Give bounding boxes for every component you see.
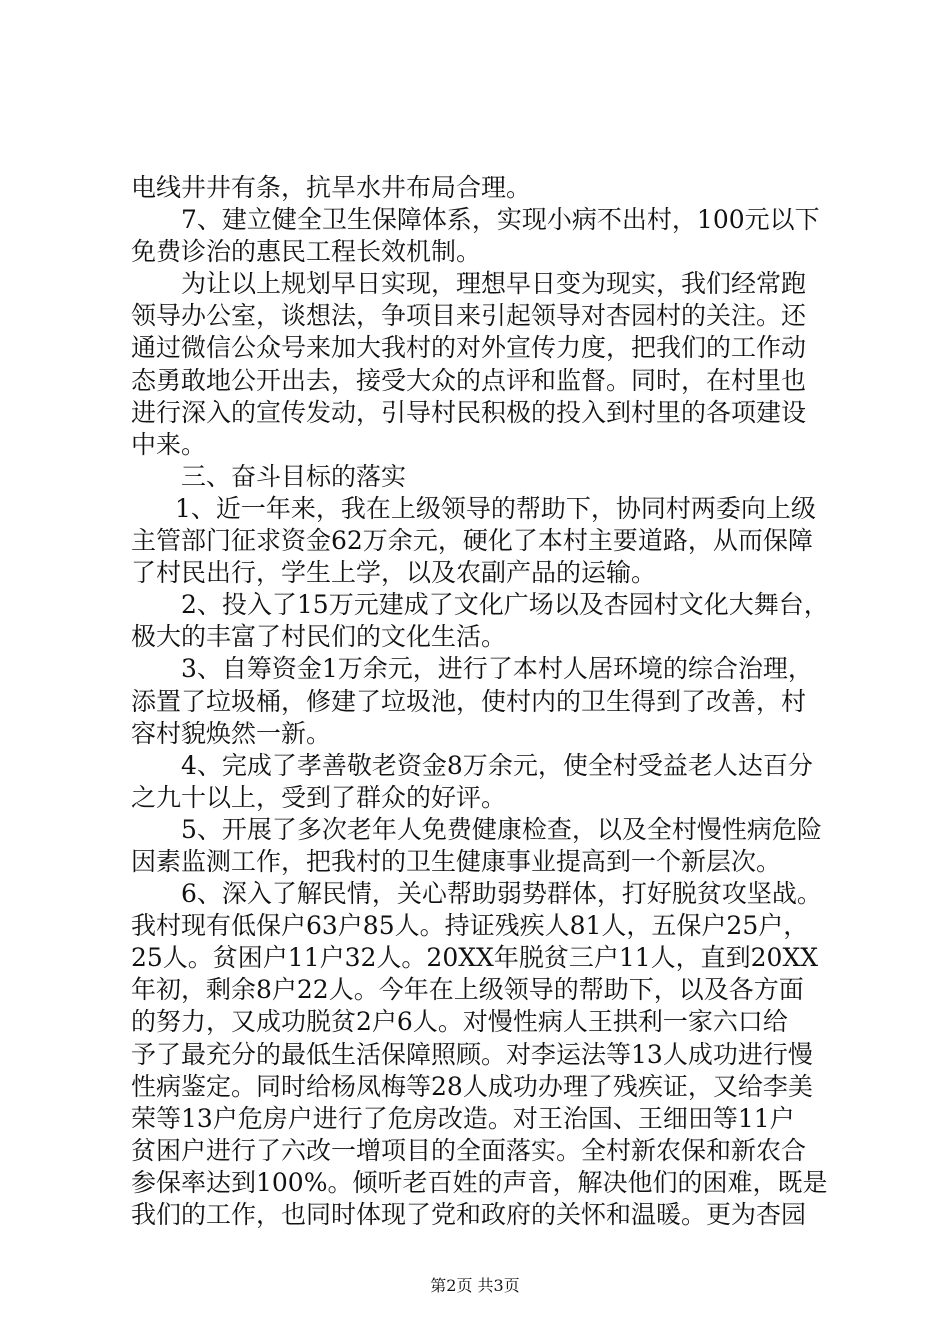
text-line: 电线井井有条，抗旱水井布局合理。 (131, 173, 532, 202)
text-line: 为让以上规划早日实现，理想早日变为现实，我们经常跑 (181, 269, 807, 299)
text-line: 参保率达到100%。倾听老百姓的声音，解决他们的困难，既是 (131, 1167, 828, 1197)
text-line: 3、自筹资金1万余元，进行了本村人居环境的综合治理， (181, 654, 813, 684)
text-line: 我村现有低保户63户85人。持证残疾人81人，五保户25户， (131, 911, 809, 941)
text-line: 了村民出行，学生上学，以及农副产品的运输。 (131, 558, 657, 588)
text-line: 7、建立健全卫生保障体系，实现小病不出村，100元以下 (181, 205, 820, 235)
text-line: 主管部门征求资金62万余元，硬化了本村主要道路，从而保障 (131, 526, 813, 556)
text-line: 中来。 (131, 429, 207, 459)
text-line: 贫困户进行了六改一增项目的全面落实。全村新农保和新农合 (131, 1135, 807, 1165)
text-line: 免费诊治的惠民工程长效机制。 (131, 237, 482, 267)
text-line: 性病鉴定。同时给杨凤梅等28人成功办理了残疾证，又给李美 (131, 1071, 813, 1101)
text-line: 通过微信公众号来加大我村的对外宣传力度，把我们的工作动 (131, 333, 807, 363)
text-line: 领导办公室，谈想法，争项目来引起领导对杏园村的关注。还 (131, 301, 807, 331)
text-line: 6、深入了解民情，关心帮助弱势群体，打好脱贫攻坚战。 (181, 879, 822, 909)
text-line: 1、近一年来，我在上级领导的帮助下，协同村两委向上级 (175, 493, 816, 523)
text-line: 进行深入的宣传发动，引导村民积极的投入到村里的各项建设 (131, 397, 807, 427)
page-footer: 第2页 共3页 (430, 1276, 520, 1295)
text-line: 予了最充分的最低生活保障照顾。对李运法等13人成功进行慢 (131, 1039, 813, 1069)
text-line: 之九十以上，受到了群众的好评。 (131, 782, 507, 812)
text-line: 2、投入了15万元建成了文化广场以及杏园村文化大舞台， (181, 590, 829, 620)
text-line: 的努力，又成功脱贫2户6人。对慢性病人王拱利一家六口给 (131, 1007, 788, 1037)
text-line: 因素监测工作，把我村的卫生健康事业提高到一个新层次。 (131, 846, 782, 876)
document-body (131, 172, 831, 1231)
text-line: 态勇敢地公开出去，接受大众的点评和监督。同时，在村里也 (131, 365, 807, 395)
text-line: 4、完成了孝善敬老资金8万余元，使全村受益老人达百分 (181, 750, 813, 780)
text-line: 荣等13户危房户进行了危房改造。对王治国、王细田等11户 (131, 1103, 795, 1133)
text-line: 5、开展了多次老年人免费健康检查，以及全村慢性病危险 (181, 814, 822, 844)
text-line: 25人。贫困户11户32人。20XX年脱贫三户11人，直到20XX (131, 943, 819, 973)
text-line: 添置了垃圾桶，修建了垃圾池，使村内的卫生得到了改善，村 (131, 686, 807, 716)
text-line: 我们的工作，也同时体现了党和政府的关怀和温暖。更为杏园 (131, 1200, 807, 1229)
text-line: 容村貌焕然一新。 (131, 718, 332, 748)
text-line: 极大的丰富了村民们的文化生活。 (131, 622, 507, 652)
text-line: 年初，剩余8户22人。今年在上级领导的帮助下，以及各方面 (131, 975, 804, 1005)
text-line: 三、奋斗目标的落实 (181, 461, 407, 491)
